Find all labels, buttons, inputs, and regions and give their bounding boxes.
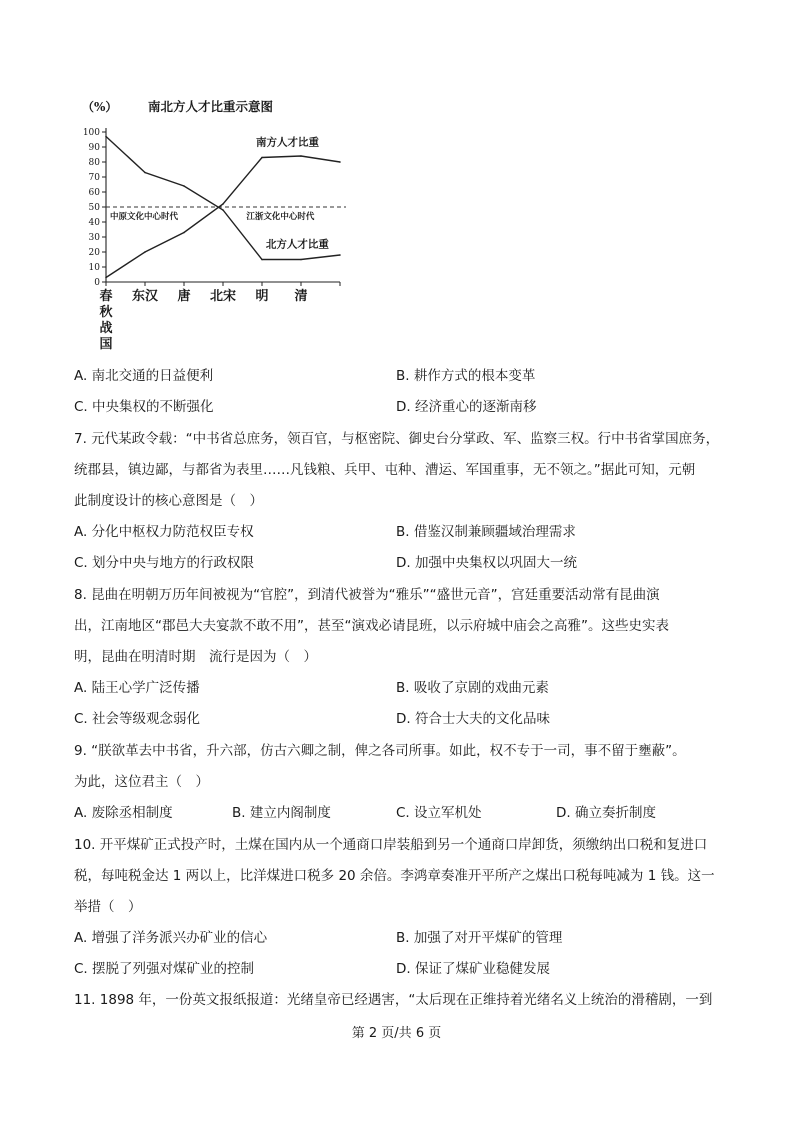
q7-stem-line3: 此制度设计的核心意图是（ ） xyxy=(74,493,263,509)
series-point xyxy=(339,161,341,163)
q7-option-a[interactable]: A. 分化中枢权力防范权臣专权 xyxy=(74,524,254,540)
q7-option-c[interactable]: C. 划分中央与地方的行政权限 xyxy=(74,555,255,571)
series-point xyxy=(261,259,263,261)
y-tick-label: 0 xyxy=(94,278,100,288)
q10-stem-line2: 税，每吨税金达 1 两以上，比洋煤进口税多 20 余倍。李鸿章奏准开平所产之煤出口税每吨减为 1 钱。这一 xyxy=(74,868,715,884)
page-footer: 第 2 页/共 6 页 xyxy=(351,1026,442,1041)
q6-option-a[interactable]: A. 南北交通的日益便利 xyxy=(74,368,214,384)
x-tick-label: 东汉 xyxy=(131,289,159,304)
q9-option-c[interactable]: C. 设立军机处 xyxy=(396,805,482,821)
series-point xyxy=(144,172,146,174)
y-tick-label: 30 xyxy=(88,233,100,243)
y-tick-label: 20 xyxy=(88,248,100,258)
series-point xyxy=(222,209,224,211)
q8-stem-line1: 8. 昆曲在明朝万历年间被视为“官腔”，到清代被誉为“雅乐”“盛世元音”，宫廷重要活动常有昆曲演 xyxy=(74,587,660,603)
x-tick-label: 秋 xyxy=(99,305,113,320)
annotation-jiangzhe: 江浙文化中心时代 xyxy=(246,212,315,222)
q6-option-c[interactable]: C. 中央集权的不断强化 xyxy=(74,399,214,415)
x-tick-label: 明 xyxy=(255,289,269,304)
q9-option-d[interactable]: D. 确立奏折制度 xyxy=(556,805,656,821)
q11-stem-line1: 11. 1898 年，一份英文报纸报道：光绪皇帝已经遇害，“太后现在正维持着光绪名义上统治的滑稽剧，一到 xyxy=(74,992,713,1008)
y-tick-label: 90 xyxy=(88,143,100,153)
y-tick-label: 100 xyxy=(82,128,100,138)
y-tick-label: 50 xyxy=(88,203,100,213)
series-label-south: 南方人才比重 xyxy=(256,136,319,149)
series-point xyxy=(300,259,302,261)
series-point xyxy=(339,254,341,256)
q10-option-c[interactable]: C. 摆脱了列强对煤矿业的控制 xyxy=(74,961,255,977)
series-point xyxy=(261,157,263,159)
q8-option-a[interactable]: A. 陆王心学广泛传播 xyxy=(74,680,200,696)
talent-ratio-chart xyxy=(78,92,378,357)
annotation-central-plains: 中原文化中心时代 xyxy=(110,212,179,222)
x-tick-label: 北宋 xyxy=(209,289,237,304)
x-tick-label: 清 xyxy=(294,289,308,304)
series-point xyxy=(105,277,107,279)
series-point xyxy=(222,203,224,205)
x-tick-label: 唐 xyxy=(177,289,191,304)
chart-title: 南北方人才比重示意图 xyxy=(148,99,274,114)
q10-option-d[interactable]: D. 保证了煤矿业稳健发展 xyxy=(396,961,550,977)
series-label-north: 北方人才比重 xyxy=(265,238,329,251)
q10-stem-line1: 10. 开平煤矿正式投产时，土煤在国内从一个通商口岸装船到另一个通商口岸卸货，须缴纳出口税和复进口 xyxy=(74,837,708,853)
q9-stem-line1: 9. “朕欲革去中书省，升六部，仿古六卿之制，俾之各司所事。如此，权不专于一司，事不留于壅蔽”。 xyxy=(74,743,686,759)
series-point xyxy=(300,155,302,157)
q9-stem-line2: 为此，这位君主（ ） xyxy=(74,774,209,790)
series-point xyxy=(144,251,146,253)
chart-ylabel: （%） xyxy=(82,100,118,114)
y-tick-label: 60 xyxy=(88,188,100,198)
q7-stem-line1: 7. 元代某政令载：“中书省总庶务，领百官，与枢密院、御史台分掌政、军、监察三权。行中书省掌国庶务， xyxy=(74,431,720,447)
q7-option-d[interactable]: D. 加强中央集权以巩固大一统 xyxy=(396,555,577,571)
y-tick-label: 10 xyxy=(88,263,100,273)
y-tick-label: 70 xyxy=(88,173,100,183)
y-tick-label: 40 xyxy=(88,218,100,228)
q10-option-b[interactable]: B. 加强了对开平煤矿的管理 xyxy=(396,930,563,946)
q8-stem-line3: 明，昆曲在明清时期 流行是因为（ ） xyxy=(74,649,317,665)
chart-svg xyxy=(78,92,378,357)
y-tick-label: 80 xyxy=(88,158,100,168)
series-point xyxy=(183,232,185,234)
series-point xyxy=(105,136,107,138)
x-tick-label: 春 xyxy=(99,289,113,304)
q7-option-b[interactable]: B. 借鉴汉制兼顾疆域治理需求 xyxy=(396,524,576,540)
q9-option-a[interactable]: A. 废除丞相制度 xyxy=(74,805,173,821)
q8-stem-line2: 出，江南地区“郡邑大夫宴款不敢不用”，甚至“演戏必请昆班，以示府城中庙会之高雅”。这些史实表 xyxy=(74,618,669,634)
q10-stem-line3: 举措（ ） xyxy=(74,899,142,915)
q7-stem-line2: 统郡县，镇边鄙，与都省为表里……凡钱粮、兵甲、屯种、漕运、军国重事，无不领之。”据此可知，元朝 xyxy=(74,462,696,478)
q6-option-b[interactable]: B. 耕作方式的根本变革 xyxy=(396,368,536,384)
q8-option-d[interactable]: D. 符合士大夫的文化品味 xyxy=(396,711,550,727)
q6-option-d[interactable]: D. 经济重心的逐渐南移 xyxy=(396,399,537,415)
x-tick-label: 国 xyxy=(99,337,113,352)
q10-option-a[interactable]: A. 增强了洋务派兴办矿业的信心 xyxy=(74,930,268,946)
q8-option-b[interactable]: B. 吸收了京剧的戏曲元素 xyxy=(396,680,549,696)
q8-option-c[interactable]: C. 社会等级观念弱化 xyxy=(74,711,201,727)
series-point xyxy=(183,185,185,187)
q9-option-b[interactable]: B. 建立内阁制度 xyxy=(232,805,331,821)
x-tick-label: 战 xyxy=(99,321,113,336)
